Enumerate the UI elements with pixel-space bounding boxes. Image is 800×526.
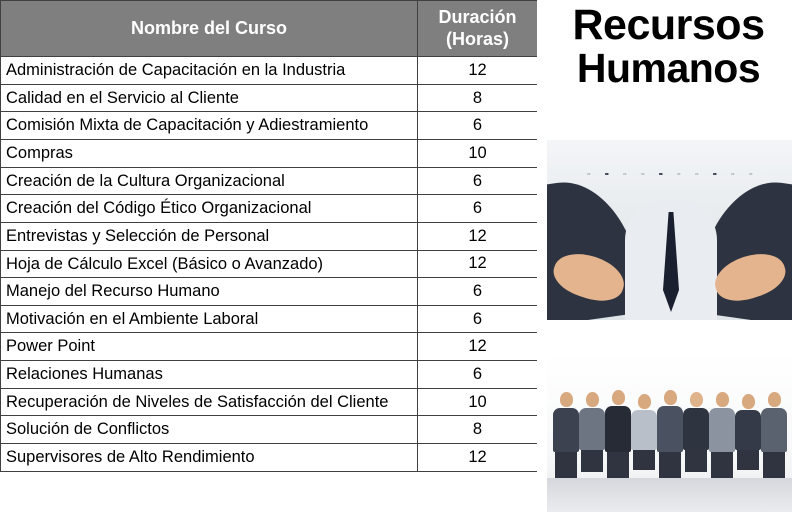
- table-row: [1, 112, 538, 140]
- cell-course-name: Entrevistas y Selección de Personal: [1, 222, 418, 250]
- table-row: [1, 250, 538, 278]
- person-figure: [683, 392, 709, 472]
- page-title-line2: Humanos: [576, 44, 761, 91]
- cell-course-hours: 6: [418, 195, 538, 223]
- person-figure: [553, 392, 579, 478]
- column-header-duration-line1: Duración: [438, 7, 517, 27]
- cell-course-hours: 12: [418, 222, 538, 250]
- person-figure: [579, 392, 605, 472]
- column-header-duration: [418, 1, 538, 57]
- cell-course-name: Relaciones Humanas: [1, 361, 418, 389]
- handshake-team-icons-photo: [547, 140, 792, 320]
- cell-course-hours: 10: [418, 140, 538, 168]
- person-figure: [657, 390, 683, 478]
- cell-course-hours: 12: [418, 443, 538, 471]
- table-row: [1, 333, 538, 361]
- table-row: [1, 388, 538, 416]
- person-figure: [709, 392, 735, 478]
- table-row: [1, 84, 538, 112]
- table-row: [1, 222, 538, 250]
- cell-course-name: Recuperación de Niveles de Satisfacción del Cliente: [1, 388, 418, 416]
- person-figure: [761, 392, 787, 478]
- column-header-duration-line2: (Horas): [445, 28, 509, 49]
- column-header-course-name: Nombre del Curso: [1, 1, 418, 57]
- business-people-group-photo: [547, 352, 792, 512]
- table-row: [1, 361, 538, 389]
- cell-course-hours: 6: [418, 278, 538, 306]
- cell-course-hours: 6: [418, 167, 538, 195]
- cell-course-hours: 8: [418, 84, 538, 112]
- table-row: [1, 443, 538, 471]
- cell-course-hours: 6: [418, 112, 538, 140]
- table-row: [1, 305, 538, 333]
- cell-course-name: Comisión Mixta de Capacitación y Adiestramiento: [1, 112, 418, 140]
- cell-course-name: Hoja de Cálculo Excel (Básico o Avanzado): [1, 250, 418, 278]
- table-row: [1, 278, 538, 306]
- floor-reflection: [547, 478, 792, 512]
- cell-course-hours: 12: [418, 250, 538, 278]
- sidebar-pane: [537, 0, 800, 526]
- person-figure: [735, 394, 761, 470]
- cell-course-hours: 12: [418, 333, 538, 361]
- cell-course-name: Calidad en el Servicio al Cliente: [1, 84, 418, 112]
- cell-course-hours: 10: [418, 388, 538, 416]
- cell-course-hours: 6: [418, 361, 538, 389]
- cell-course-hours: 12: [418, 57, 538, 85]
- cell-course-name: Supervisores de Alto Rendimiento: [1, 443, 418, 471]
- cell-course-name: Motivación en el Ambiente Laboral: [1, 305, 418, 333]
- cell-course-name: Manejo del Recurso Humano: [1, 278, 418, 306]
- cell-course-name: Creación del Código Ético Organizacional: [1, 195, 418, 223]
- table-row: [1, 195, 538, 223]
- table-body: [1, 57, 538, 471]
- table-row: [1, 167, 538, 195]
- person-figure: [605, 390, 631, 478]
- person-figure: [631, 394, 657, 470]
- cell-course-hours: 8: [418, 416, 538, 444]
- page-title: [537, 0, 800, 90]
- table-row: [1, 140, 538, 168]
- cell-course-name: Solución de Conflictos: [1, 416, 418, 444]
- cell-course-name: Power Point: [1, 333, 418, 361]
- table-row: [1, 416, 538, 444]
- table-row: [1, 57, 538, 85]
- table-header-row: [1, 1, 538, 57]
- table-header: [1, 1, 538, 57]
- cell-course-name: Compras: [1, 140, 418, 168]
- cell-course-hours: 6: [418, 305, 538, 333]
- page-title-line1: Recursos: [572, 1, 765, 49]
- cell-course-name: Creación de la Cultura Organizacional: [1, 167, 418, 195]
- cell-course-name: Administración de Capacitación en la Industria: [1, 57, 418, 85]
